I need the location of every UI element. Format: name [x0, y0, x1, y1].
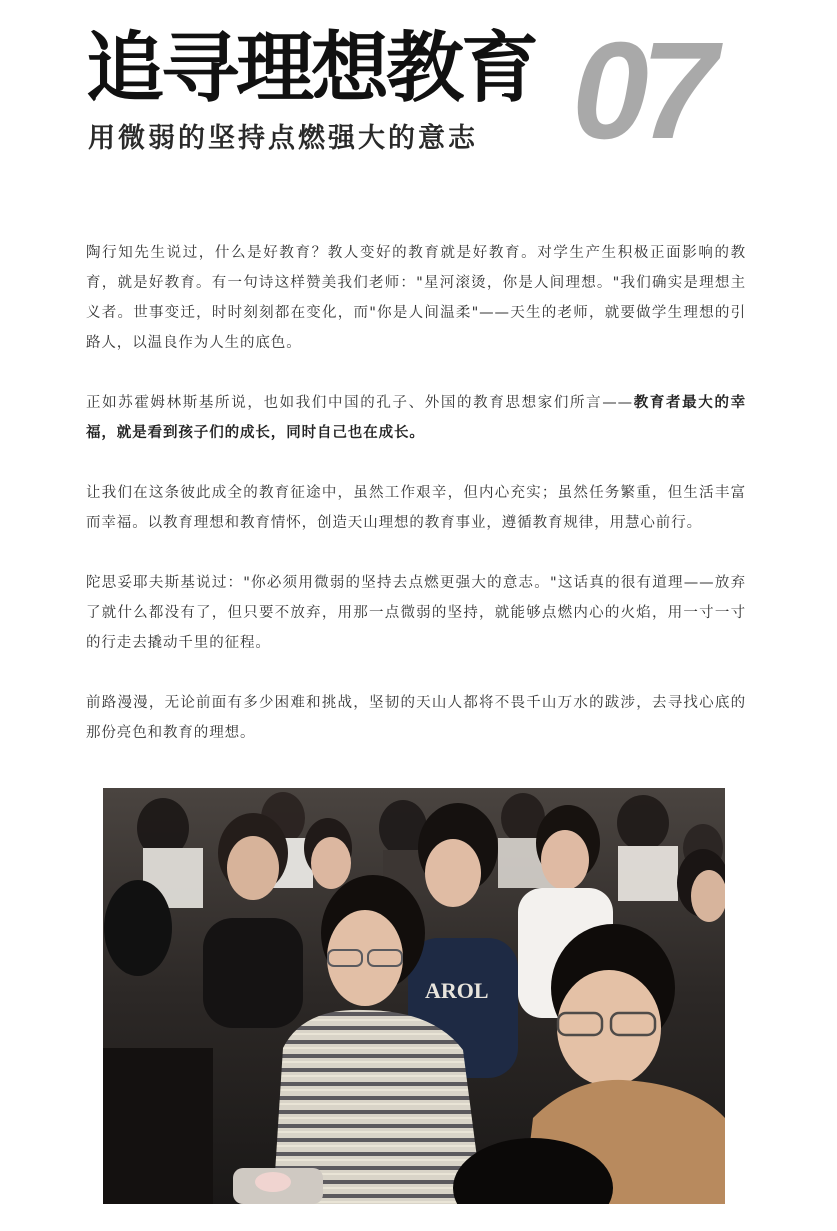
page-subtitle: 用微弱的坚持点燃强大的意志	[88, 123, 478, 154]
article-body	[86, 238, 746, 778]
paragraph-4: 陀思妥耶夫斯基说过："你必须用微弱的坚持去点燃更强大的意志。"这话真的很有道理——放弃了就什么都没有了，但只要不放弃，用那一点微弱的坚持，就能够点燃内心的火焰，用一寸一寸的行走去撬动千里的征程。	[86, 575, 746, 651]
paragraph-3: 让我们在这条彼此成全的教育征途中，虽然工作艰辛，但内心充实；虽然任务繁重，但生活丰富而幸福。以教育理想和教育情怀，创造天山理想的教育事业，遵循教育规律，用慧心前行。	[86, 485, 746, 531]
audience-photo-illustration	[103, 788, 725, 1204]
page-title: 追寻理想教育	[86, 24, 537, 114]
header-banner	[0, 0, 837, 200]
paragraph-2	[86, 388, 746, 448]
paragraph-2-text: 正如苏霍姆林斯基所说，也如我们中国的孔子、外国的教育思想家们所言——	[86, 395, 634, 411]
section-number: 07	[572, 14, 710, 168]
paragraph-2-emphasis: 教育者最大的幸福，就是看到孩子们的成长，同时自己也在成长。	[86, 395, 746, 441]
audience-photo	[103, 788, 725, 1204]
paragraph-5: 前路漫漫，无论前面有多少困难和挑战，坚韧的天山人都将不畏千山万水的跋涉，去寻找心底的那份亮色和教育的理想。	[86, 695, 746, 741]
paragraph-1: 陶行知先生说过，什么是好教育？教人变好的教育就是好教育。对学生产生积极正面影响的教育，就是好教育。有一句诗这样赞美我们老师："星河滚烫，你是人间理想。"我们确实是理想主义者。世事变迁，时时刻刻都在变化，而"你是人间温柔"——天生的老师，就要做学生理想的引路人，以温良作为人生的底色。	[86, 245, 746, 351]
shirt-print: AROL	[425, 978, 489, 1003]
